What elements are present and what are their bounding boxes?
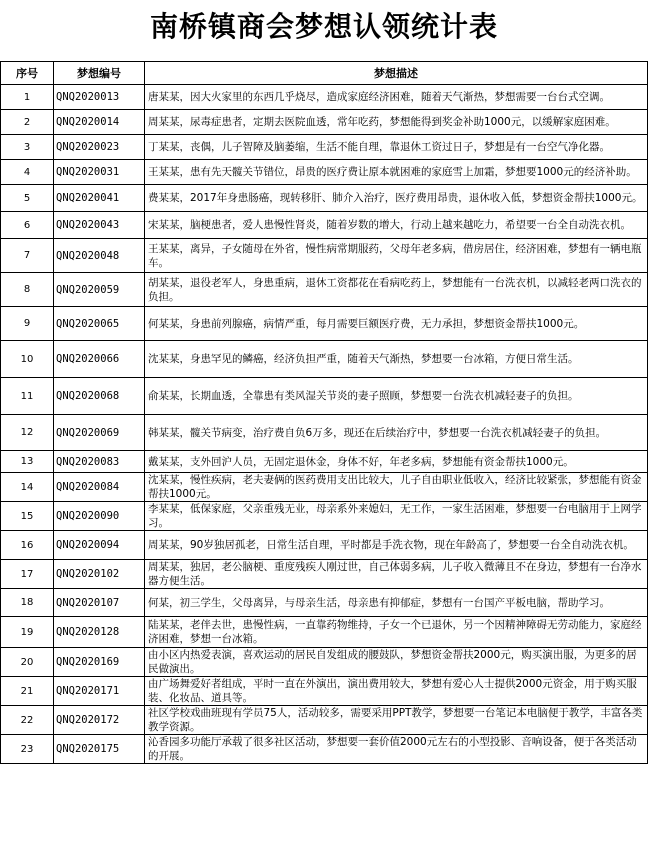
- table-row: [1, 617, 648, 648]
- table-row: [1, 378, 648, 415]
- row-code: QNQ2020069: [54, 415, 145, 451]
- table-row: [1, 415, 648, 451]
- table-row: [1, 307, 648, 341]
- row-description: 沈某某，身患罕见的鳞癌，经济负担严重，随着天气渐热，梦想要一台冰箱，方便日常生活。: [145, 341, 648, 378]
- row-description: 由广场舞爱好者组成，平时一直在外演出，演出费用较大，梦想有爱心人士提供2000元资金，用于购买服装、化妆品、道具等。: [145, 677, 648, 706]
- row-index: 14: [1, 473, 54, 502]
- row-index: 12: [1, 415, 54, 451]
- header-row: [1, 62, 648, 85]
- row-code: QNQ2020175: [54, 735, 145, 764]
- table-row: [1, 135, 648, 160]
- row-index: 8: [1, 273, 54, 307]
- row-code: QNQ2020090: [54, 502, 145, 531]
- row-code: QNQ2020048: [54, 239, 145, 273]
- row-description: 王某某，离异，子女随母在外省，慢性病常期服药，父母年老多病，借房居住，经济困难，梦想有一辆电瓶车。: [145, 239, 648, 273]
- row-code: QNQ2020094: [54, 531, 145, 560]
- row-index: 21: [1, 677, 54, 706]
- table-row: [1, 473, 648, 502]
- row-code: QNQ2020128: [54, 617, 145, 648]
- row-index: 22: [1, 706, 54, 735]
- row-code: QNQ2020107: [54, 589, 145, 617]
- row-code: QNQ2020059: [54, 273, 145, 307]
- row-index: 10: [1, 341, 54, 378]
- row-index: 18: [1, 589, 54, 617]
- row-index: 11: [1, 378, 54, 415]
- row-description: 宋某某，脑梗患者，爱人患慢性肾炎，随着岁数的增大，行动上越来越吃力，希望要一台全自动洗衣机。: [145, 212, 648, 239]
- row-code: QNQ2020172: [54, 706, 145, 735]
- row-index: 15: [1, 502, 54, 531]
- row-index: 20: [1, 648, 54, 677]
- row-description: 俞某某，长期血透，全靠患有类风湿关节炎的妻子照顾，梦想要一台洗衣机减轻妻子的负担。: [145, 378, 648, 415]
- table-row: [1, 185, 648, 212]
- table-row: [1, 560, 648, 589]
- table-row: [1, 212, 648, 239]
- row-code: QNQ2020066: [54, 341, 145, 378]
- row-description: 费某某，2017年身患肠癌，现转移肝、肺介入治疗，医疗费用昂贵，退休收入低，梦想资金帮扶1000元。: [145, 185, 648, 212]
- table-row: [1, 341, 648, 378]
- row-index: 2: [1, 110, 54, 135]
- table-row: [1, 160, 648, 185]
- table-row: [1, 531, 648, 560]
- row-index: 5: [1, 185, 54, 212]
- table-row: [1, 706, 648, 735]
- row-index: 23: [1, 735, 54, 764]
- row-index: 3: [1, 135, 54, 160]
- row-description: 王某某，患有先天髋关节错位，昂贵的医疗费让原本就困难的家庭雪上加霜，梦想要1000元的经济补助。: [145, 160, 648, 185]
- table-row: [1, 589, 648, 617]
- table-row: [1, 239, 648, 273]
- table-row: [1, 110, 648, 135]
- row-description: 周某某，尿毒症患者，定期去医院血透，常年吃药，梦想能得到奖金补助1000元，以缓解家庭困难。: [145, 110, 648, 135]
- row-description: 唐某某，因大火家里的东西几乎烧尽，造成家庭经济困难，随着天气渐热，梦想需要一台台式空调。: [145, 85, 648, 110]
- row-description: 周某某，独居，老公脑梗、重度残疾人刚过世，自己体弱多病，儿子收入微薄且不在身边，梦想有一台净水器方便生活。: [145, 560, 648, 589]
- row-description: 韩某某，髋关节病变，治疗费自负6万多，现还在后续治疗中，梦想要一台洗衣机减轻妻子的负担。: [145, 415, 648, 451]
- row-index: 6: [1, 212, 54, 239]
- row-description: 胡某某，退役老军人，身患重病，退休工资都花在看病吃药上，梦想能有一台洗衣机，以减轻老两口洗衣的负担。: [145, 273, 648, 307]
- row-index: 17: [1, 560, 54, 589]
- table-row: [1, 502, 648, 531]
- table-row: [1, 85, 648, 110]
- row-code: QNQ2020023: [54, 135, 145, 160]
- row-code: QNQ2020031: [54, 160, 145, 185]
- row-description: 丁某某，丧偶，儿子智障及脑萎缩，生活不能自理，靠退休工资过日子，梦想是有一台空气净化器。: [145, 135, 648, 160]
- row-description: 戴某某，支外回沪人员，无固定退休金，身体不好，年老多病，梦想能有资金帮扶1000元。: [145, 451, 648, 473]
- row-code: QNQ2020102: [54, 560, 145, 589]
- row-description: 由小区内热爱表演，喜欢运动的居民自发组成的腰鼓队，梦想资金帮扶2000元，购买演出服，为更多的居民做演出。: [145, 648, 648, 677]
- row-description: 周某某，90岁独居孤老，日常生活自理，平时都是手洗衣物，现在年龄高了，梦想要一台全自动洗衣机。: [145, 531, 648, 560]
- row-index: 7: [1, 239, 54, 273]
- header-index: 序号: [1, 62, 54, 85]
- page-title: 南桥镇商会梦想认领统计表: [149, 10, 498, 43]
- row-code: QNQ2020083: [54, 451, 145, 473]
- row-code: QNQ2020013: [54, 85, 145, 110]
- row-code: QNQ2020068: [54, 378, 145, 415]
- row-index: 9: [1, 307, 54, 341]
- table-row: [1, 677, 648, 706]
- row-code: QNQ2020169: [54, 648, 145, 677]
- row-description: 社区学校戏曲班现有学员75人，活动较多，需要采用PPT教学，梦想要一台笔记本电脑便于教学，丰富各类教学资源。: [145, 706, 648, 735]
- table-row: [1, 735, 648, 764]
- row-description: 沈某某，慢性疾病，老夫妻俩的医药费用支出比较大，儿子自由职业低收入，经济比较紧张，梦想能有资金帮扶1000元。: [145, 473, 648, 502]
- header-description: 梦想描述: [145, 62, 648, 85]
- row-description: 陆某某，老伴去世，患慢性病，一直靠药物维持，子女一个已退休，另一个因精神障碍无劳动能力，家庭经济困难，梦想一台冰箱。: [145, 617, 648, 648]
- row-index: 1: [1, 85, 54, 110]
- dream-table: [0, 61, 648, 764]
- row-code: QNQ2020065: [54, 307, 145, 341]
- row-index: 16: [1, 531, 54, 560]
- row-index: 4: [1, 160, 54, 185]
- row-description: 沁香园多功能厅承载了很多社区活动，梦想要一套价值2000元左右的小型投影、音响设备，便于各类活动的开展。: [145, 735, 648, 764]
- row-index: 13: [1, 451, 54, 473]
- table-body: [1, 85, 648, 764]
- table-row: [1, 648, 648, 677]
- row-code: QNQ2020041: [54, 185, 145, 212]
- row-code: QNQ2020043: [54, 212, 145, 239]
- row-description: 何某某，身患前列腺癌，病情严重，每月需要巨额医疗费，无力承担，梦想资金帮扶1000元。: [145, 307, 648, 341]
- row-code: QNQ2020014: [54, 110, 145, 135]
- row-index: 19: [1, 617, 54, 648]
- row-code: QNQ2020084: [54, 473, 145, 502]
- row-description: 何某，初三学生，父母离异，与母亲生活，母亲患有抑郁症，梦想有一台国产平板电脑，帮助学习。: [145, 589, 648, 617]
- row-code: QNQ2020171: [54, 677, 145, 706]
- header-code: 梦想编号: [54, 62, 145, 85]
- table-row: [1, 273, 648, 307]
- row-description: 李某某，低保家庭，父亲重残无业，母亲系外来媳妇，无工作，一家生活困难，梦想要一台电脑用于上网学习。: [145, 502, 648, 531]
- table-row: [1, 451, 648, 473]
